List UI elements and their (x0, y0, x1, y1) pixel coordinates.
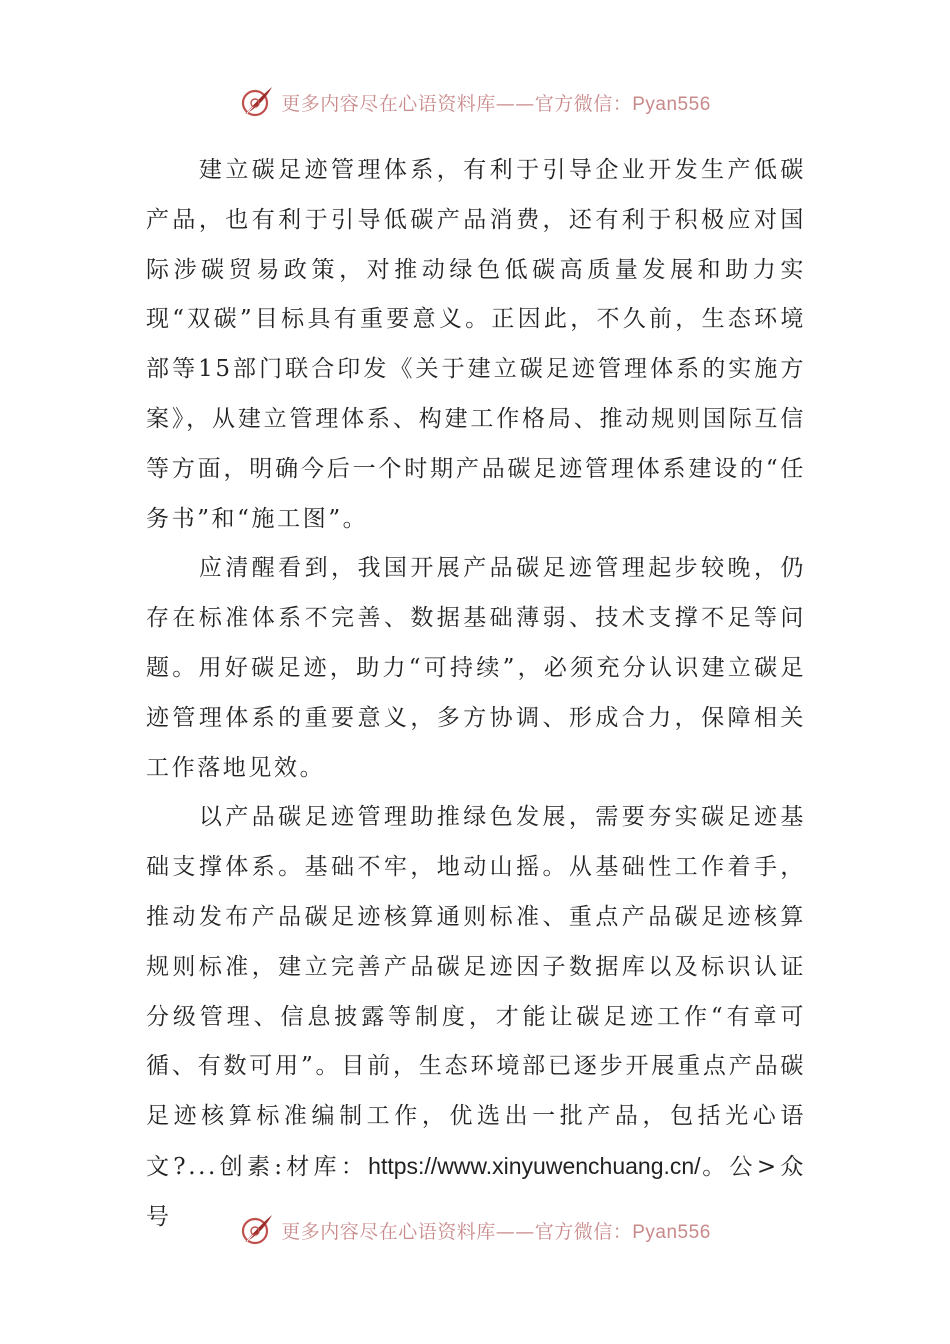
paragraph-3-tail: 。公>众号 (146, 1153, 806, 1230)
paragraph-1: 建立碳足迹管理体系，有利于引导企业开发生产低碳产品，也有利于引导低碳产品消费，还有利于积极应对国际涉碳贸易政策，对推动绿色低碳高质量发展和助力实现“双碳”目标具有重要意义。正因此，不久前，生态环境部等15部门联合印发《关于建立碳足迹管理体系的实施方案》，从建立管理体系、构建工作格局、推动规则国际互信等方面，明确今后一个时期产品碳足迹管理体系建设的“任务书”和“施工图”。 (146, 157, 806, 532)
header-banner-text (281, 89, 711, 116)
footer-banner (0, 1208, 950, 1252)
paragraph-2: 应清醒看到，我国开展产品碳足迹管理起步较晚，仍存在标准体系不完善、数据基础薄弱、技术支撑不足等问题。用好碳足迹，助力“可持续”，必须充分认识建立碳足迹管理体系的重要意义，多方协调、形成合力，保障相关工作落地见效。 (146, 555, 806, 781)
paragraph-3 (146, 793, 806, 1242)
document-body (146, 146, 806, 1243)
footer-text: 更多内容尽在心语资料库——官方微信： (281, 1220, 633, 1243)
footer-banner-text (281, 1217, 711, 1244)
quill-circle-icon (239, 84, 275, 120)
header-banner-inner (239, 84, 711, 120)
header-wechat-id: Pyan556 (632, 93, 711, 115)
footer-wechat-id: Pyan556 (632, 1221, 711, 1243)
paragraph-3-text: 以产品碳足迹管理助推绿色发展，需要夯实碳足迹基础支撑体系。基础不牢，地动山摇。从基础性工作着手，推动发布产品碳足迹核算通则标准、重点产品碳足迹核算规则标准，建立完善产品碳足迹因子数据库以及标识认证分级管理、信息披露等制度，才能让碳足迹工作“有章可循、有数可用”。目前，生态环境部已逐步开展重点产品碳足迹核算标准编制工作，优选出一批产品，包括光心语文?...创素:材库： (146, 804, 806, 1180)
quill-circle-icon (239, 1212, 275, 1248)
footer-banner-inner (239, 1212, 711, 1248)
header-banner (0, 80, 950, 124)
website-link[interactable]: https://www.xinyuwenchuang.cn/ (368, 1152, 701, 1179)
header-text: 更多内容尽在心语资料库——官方微信： (281, 92, 633, 115)
